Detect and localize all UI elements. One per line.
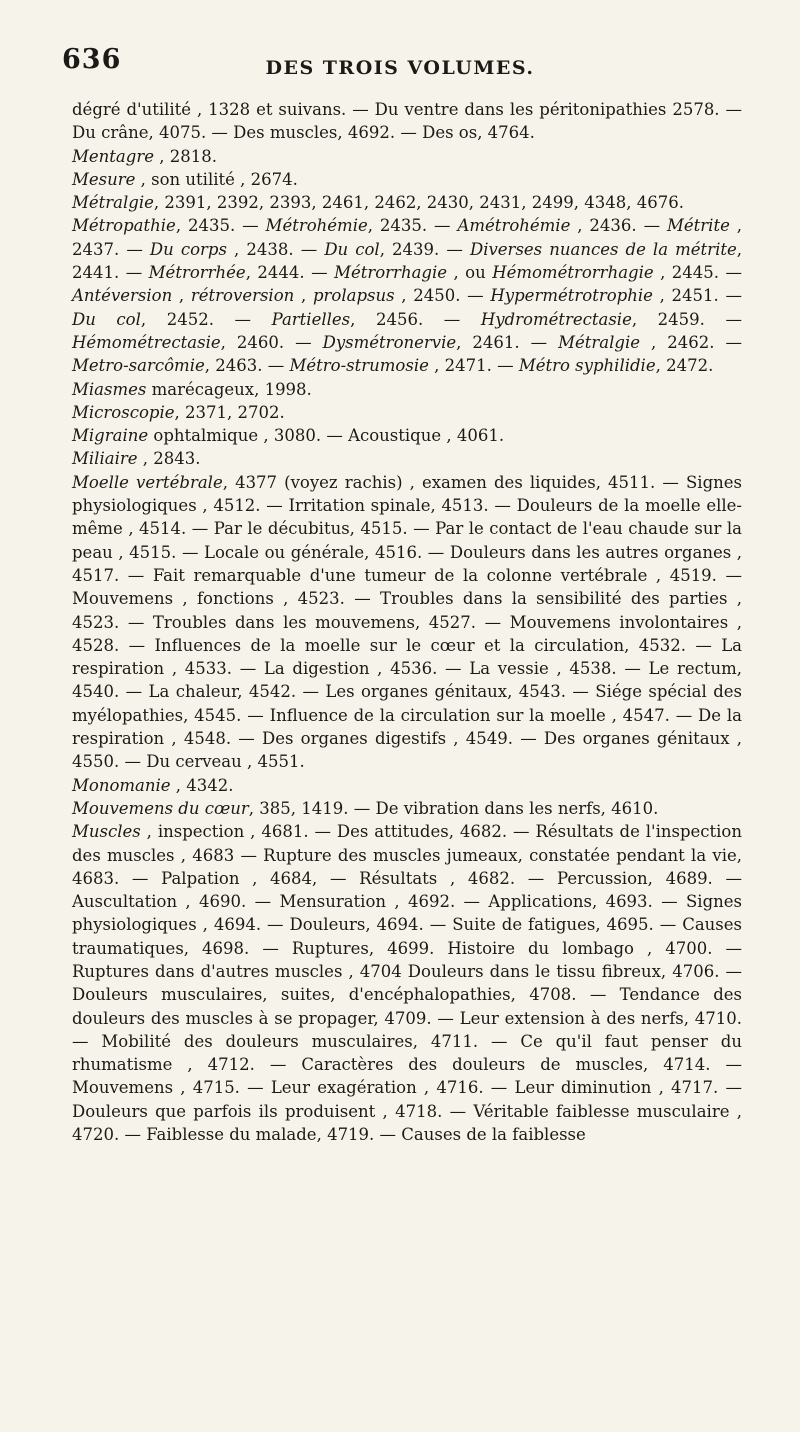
entry-term: Du corps [149, 239, 227, 259]
entry-text: , 4342. [170, 775, 234, 795]
entry-text: , 2444. — [245, 263, 335, 283]
index-entry [72, 214, 742, 377]
running-head: DES TROIS VOLUMES. [265, 57, 535, 79]
entry-text: , 2843. [137, 449, 201, 469]
entry-term: Métrite [666, 216, 730, 236]
entry-term: Hémométrorrhagie [492, 263, 654, 283]
entry-term: Dysmétronervie [322, 332, 457, 352]
entry-term: Métrohémie [265, 216, 368, 236]
index-entry [72, 401, 742, 424]
entry-text: , 2452. — [140, 309, 272, 329]
entry-term: Métrorrhée [148, 263, 246, 283]
index-entry [72, 145, 742, 168]
entry-term: Muscles [72, 822, 141, 842]
entry-term: prolapsus [312, 286, 395, 306]
entry-text: , 2472. [655, 356, 714, 376]
entry-term: Amétrohémie [457, 216, 571, 236]
entry-text: marécageux, 1998. [146, 379, 312, 399]
entry-term: Diverses nuances de la métrite [469, 239, 737, 259]
entry-text: , 4377 (voyez rachis) , examen des liquides, 4511. — Signes physiologiques , 4512. — Irritation spinale, 4513. — Douleurs de la moelle elle-même , 4514. — Par le décubitus, 4515. — Par le contact de l'eau chaude sur la peau , 4515. — Locale ou générale, 4516. — Douleurs dans les autres organes , 4517. — Fait remarquable d'une tumeur de la colonne vertébrale , 4519. — Mouvemens , fonctions , 4523. — Troubles dans la sensibilité des parties , 4523. — Troubles dans les mouvemens, 4527. — Mouvemens involontaires , 4528. — Influences de la moelle sur le cœur et la circulation, 4532. — La respiration , 4533. — La digestion , 4536. — La vessie , 4538. — Le rectum, 4540. — La chaleur, 4542. — Les organes génitaux, 4543. — Siége spécial des myélopathies, 4545. — Influence de la circulation sur la moelle , 4547. — De la respiration , 4548. — Des organes digestifs , 4549. — Des organes génitaux , 4550. — Du cerveau , 4551. [72, 472, 742, 772]
entry-text: , 2438. — [226, 239, 325, 259]
entry-text: , 2462. — [640, 332, 742, 352]
entry-term: Metro-sarcômie [72, 356, 205, 376]
entry-term: Mouvemens du cœur [72, 798, 249, 818]
index-entry [72, 98, 742, 145]
entry-term: Métrorrhagie [334, 263, 448, 283]
entry-term: Métro syphilidie [518, 356, 656, 376]
index-entry [72, 471, 742, 774]
entry-term: Hydrométrectasie [480, 309, 632, 329]
entry-text: , [294, 286, 313, 306]
entry-term: Métro-strumosie [289, 356, 429, 376]
index-entry [72, 424, 742, 447]
entry-text: , 2471. — [428, 356, 519, 376]
entry-term: Antéversion [72, 286, 173, 306]
entry-term: Mentagre [72, 146, 154, 166]
entry-term: Miasmes [72, 379, 147, 399]
entry-text: , 2450. — [394, 286, 491, 306]
index-entry [72, 797, 742, 820]
entry-text: , 2439. — [379, 239, 470, 259]
entry-text: , 2435. — [175, 216, 266, 236]
entry-term: Hypermétrotrophie [490, 286, 653, 306]
entry-term: Du col [72, 309, 141, 329]
entry-text: , 2445. — [653, 263, 743, 283]
index-entries [72, 98, 742, 1146]
entry-text: , ou [447, 263, 493, 283]
entry-text: dégré d'utilité , 1328 et suivans. — Du ventre dans les péritonipathies 2578. — Du crâne, 4075. — Des muscles, 4692. — Des os, 4764. [72, 100, 742, 143]
entry-term: Microscopie [72, 402, 175, 422]
entry-text: , son utilité , 2674. [135, 169, 298, 189]
entry-term: Partielles [271, 309, 351, 329]
index-entry [72, 820, 742, 1146]
entry-text: , 2441. — [72, 239, 742, 283]
entry-term: Moelle vertébrale [72, 472, 223, 492]
entry-term: Métralgie [558, 332, 641, 352]
entry-term: Hémométrectasie [72, 332, 221, 352]
entry-text: , 2436. — [570, 216, 667, 236]
entry-term: Monomanie [72, 775, 171, 795]
entry-text: , 2459. — [631, 309, 742, 329]
entry-text: , 2435. — [367, 216, 458, 236]
index-entry [72, 774, 742, 797]
entry-text: , 2460. — [220, 332, 323, 352]
index-entry [72, 168, 742, 191]
entry-text: , 2437. — [72, 216, 743, 259]
entry-text: , 2818. [153, 146, 217, 166]
entry-text: , 2451. — [652, 286, 742, 306]
page-number: 636 [62, 44, 122, 75]
entry-term: Migraine [72, 426, 149, 446]
entry-text: , 2391, 2392, 2393, 2461, 2462, 2430, 2431, 2499, 4348, 4676. [153, 193, 684, 213]
entry-term: Du col [324, 239, 380, 259]
entry-text: , 2461. — [456, 332, 559, 352]
entry-text: , [172, 286, 191, 306]
entry-term: Mesure [72, 169, 136, 189]
entry-text: , 2463. — [204, 356, 290, 376]
entry-text: , 2371, 2702. [174, 402, 285, 422]
entry-term: rétroversion [190, 286, 295, 306]
index-entry [72, 191, 742, 214]
entry-text: , 385, 1419. — De vibration dans les nerfs, 4610. [248, 798, 659, 818]
entry-text: , inspection , 4681. — Des attitudes, 4682. — Résultats de l'inspection des muscles , 4683 — Rupture des muscles jumeaux, constatée pendant la vie, 4683. — Palpation , 4684, — Résultats , 4682. — Percussion, 4689. — Auscultation , 4690. — Mensuration , 4692. — Applications, 4693. — Signes physiologiques , 4694. — Douleurs, 4694. — Suite de fatigues, 4695. — Causes traumatiques, 4698. — Ruptures, 4699. Histoire du lombago , 4700. — Ruptures dans d'autres muscles , 4704 Douleurs dans le tissu fibreux, 4706. — Douleurs musculaires, suites, d'encéphalopathies, 4708. — Tendance des douleurs des muscles à se propager, 4709. — Leur extension à des nerfs, 4710. — Mobilité des douleurs musculaires, 4711. — Ce qu'il faut penser du rhumatisme , 4712. — Caractères des douleurs de muscles, 4714. — Mouvemens , 4715. — Leur exagération , 4716. — Leur diminution , 4717. — Douleurs que parfois ils produisent , 4718. — Véritable faiblesse musculaire , 4720. — Faiblesse du malade, 4719. — Causes de la faiblesse [72, 822, 742, 1145]
entry-term: Métralgie [72, 193, 154, 213]
index-entry [72, 447, 742, 470]
entry-term: Métropathie [72, 216, 176, 236]
index-entry [72, 378, 742, 401]
entry-term: Miliaire [72, 449, 138, 469]
entry-text: , 2456. — [350, 309, 481, 329]
entry-text: ophtalmique , 3080. — Acoustique , 4061. [148, 426, 505, 446]
